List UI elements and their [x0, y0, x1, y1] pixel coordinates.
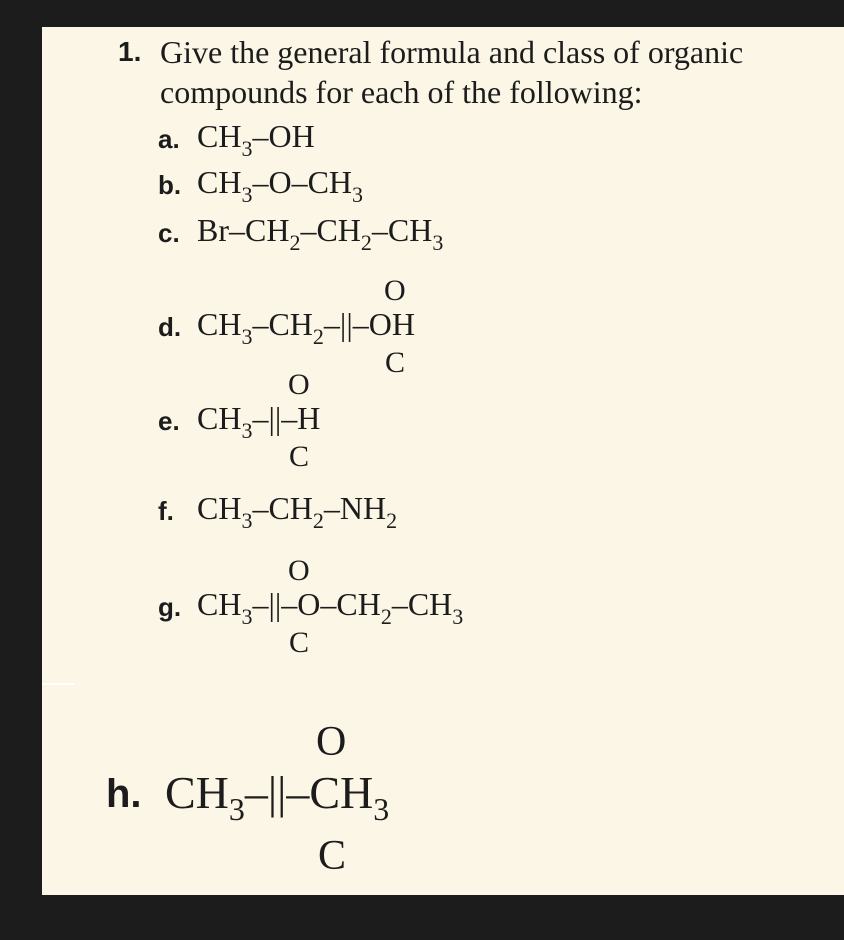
item-g-carbon: C [289, 626, 310, 659]
question-text-line2: compounds for each of the following: [160, 74, 643, 110]
item-g-label: g. [158, 592, 182, 622]
question-text-line1: Give the general formula and class of organic [160, 34, 744, 70]
item-a-label: a. [158, 124, 180, 154]
item-b-formula: $CH_3-O-CH_3$ [197, 164, 364, 207]
item-d-label: d. [158, 312, 182, 342]
item-d-carbon: C [385, 346, 406, 379]
item-g-oxygen: O [288, 554, 310, 587]
item-h-label-wrap [106, 772, 142, 817]
item-f-formula: $CH_3-CH_2-NH_2$ [197, 490, 398, 533]
item-e-carbon: C [289, 440, 310, 473]
item-c-formula: $Br-CH_2-CH_2-CH_3$ [197, 212, 444, 255]
item-h-label: h. [106, 772, 142, 816]
item-h-formula: $CH_3-||-CH_3$ [165, 767, 390, 827]
item-e-label: e. [158, 406, 180, 436]
item-c-label: c. [158, 218, 180, 248]
item-f-label: f. [158, 496, 174, 526]
item-d-oxygen: O [384, 274, 406, 307]
item-e-oxygen: O [288, 368, 310, 401]
item-h-carbon: C [318, 833, 347, 879]
divider-line [42, 683, 74, 685]
item-e-formula: $CH_3-||-H$ [197, 400, 321, 443]
question-number: 1. [118, 36, 142, 67]
item-h-oxygen: O [316, 719, 347, 765]
worksheet [42, 27, 844, 895]
item-d-formula: $CH_3-CH_2-||-OH$ [197, 306, 415, 349]
item-b-label: b. [158, 170, 182, 200]
item-a-formula: $CH_3-OH$ [197, 118, 315, 161]
item-g-formula: $CH_3-||-O-CH_2-CH_3$ [197, 586, 464, 629]
